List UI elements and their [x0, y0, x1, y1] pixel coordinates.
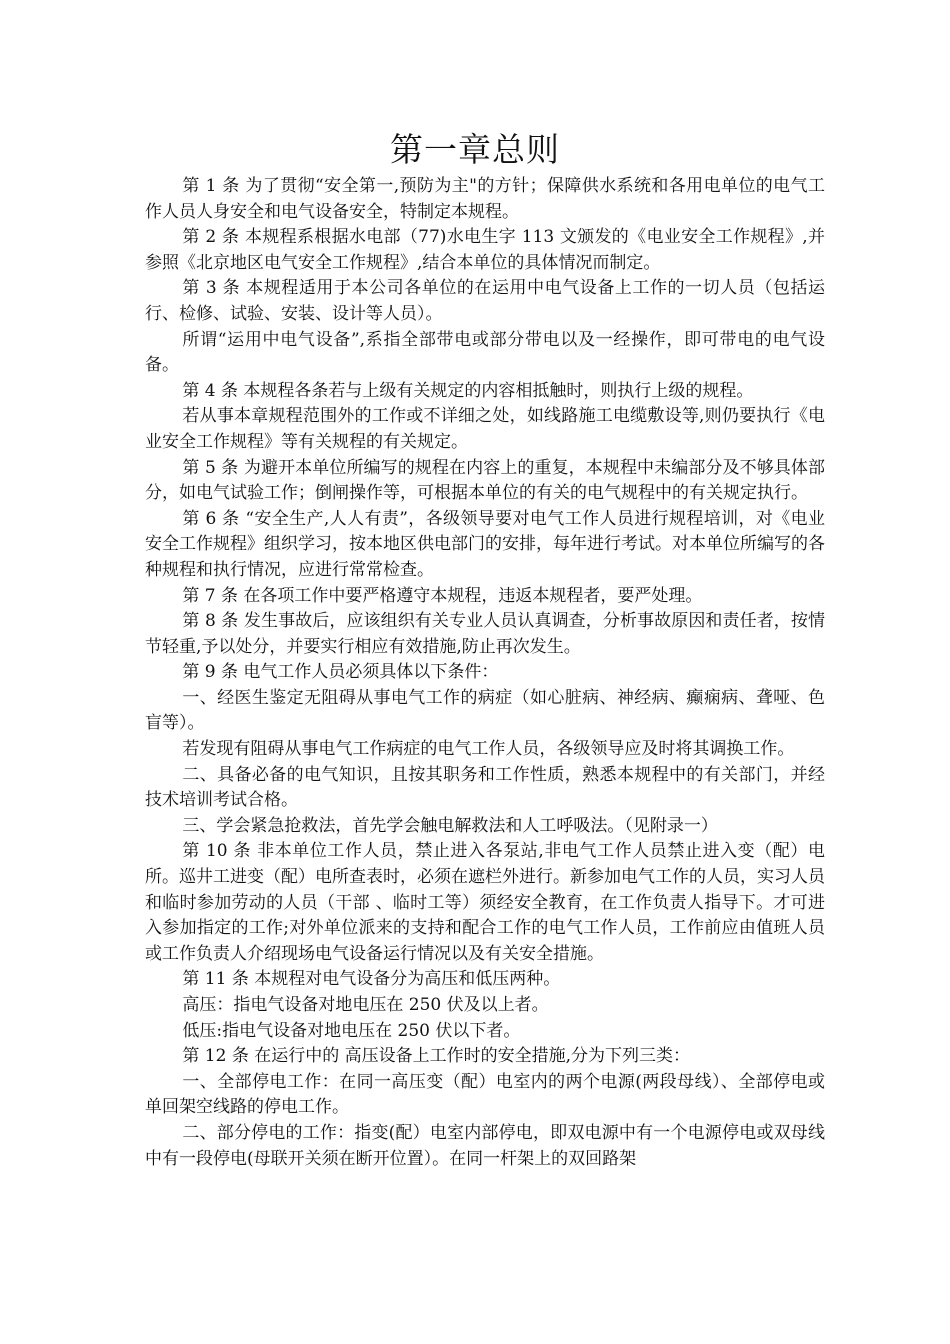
paragraph: 三、学会紧急抢救法，首先学会触电解救法和人工呼吸法。（见附录一）	[182, 815, 718, 836]
paragraph: 一、经医生鉴定无阻碍从事电气工作的病症（如心脏病、神经病、癫痫病、聋哑、色盲等）。	[145, 687, 825, 734]
paragraph: 第 1 条 为了贯彻“安全第一,预防为主"的方针；保障供水系统和各用电单位的电气工作人员人身安全和电气设备安全，特制定本规程。	[145, 176, 825, 222]
paragraph: 第 10 条 非本单位工作人员，禁止进入各泵站,非电气工作人员禁止进入变（配）电所。巡井工进变（配）电所查表时，必须在遮栏外进行。新参加电气工作的人员，实习人员和临时参加劳动的人员（干部 、临时工等）须经安全教育，在工作负责人指导下。才可进入参加指定的工作;对外单位派来的支持和配合工作的电气工作人员，工作前应由值班人员或工作负责人介绍现场电气设备运行情况以及有关安全措施。	[145, 841, 825, 964]
paragraph: 第 2 条 本规程系根据水电部（77)水电生字 113 文颁发的《电业安全工作规程》,并参照《北京地区电气安全工作规程》,结合本单位的具体情况而制定。	[145, 227, 825, 273]
document-body	[145, 174, 825, 1172]
paragraph: 二、具备必备的电气知识，且按其职务和工作性质，熟悉本规程中的有关部门，并经技术培训考试合格。	[145, 764, 825, 811]
paragraph: 高压：指电气设备对地电压在 250 伏及以上者。	[182, 995, 549, 1015]
paragraph: 第 3 条 本规程适用于本公司各单位的在运用中电气设备上工作的一切人员（包括运行、检修、试验、安装、设计等人员）。	[145, 278, 825, 324]
paragraph: 若从事本章规程范围外的工作或不详细之处，如线路施工电缆敷设等,则仍要执行《电业安全工作规程》等有关规程的有关规定。	[145, 406, 825, 452]
paragraph: 若发现有阻碍从事电气工作病症的电气工作人员，各级领导应及时将其调换工作。	[182, 739, 795, 760]
paragraph: 一、全部停电工作：在同一高压变（配）电室内的两个电源(两段母线）、全部停电或单回架空线路的停电工作。	[145, 1071, 825, 1118]
paragraph: 二、部分停电的工作：指变(配）电室内部停电，即双电源中有一个电源停电或双母线中有一段停电(母联开关须在断开位置）。在同一杆架上的双回路架	[145, 1122, 825, 1169]
paragraph: 第 5 条 为避开本单位所编写的规程在内容上的重复，本规程中未编部分及不够具体部分，如电气试验工作；倒闸操作等，可根据本单位的有关的电气规程中的有关规定执行。	[145, 457, 825, 504]
paragraph: 第 9 条 电气工作人员必须具体以下条件：	[182, 662, 499, 683]
paragraph: 第 6 条 “安全生产,人人有责”，各级领导要对电气工作人员进行规程培训，对《电业安全工作规程》组织学习，按本地区供电部门的安排，每年进行考试。对本单位所编写的各种规程和执行情况，应进行常常检查。	[145, 508, 825, 580]
paragraph: 低压:指电气设备对地电压在 250 伏以下者。	[182, 1020, 521, 1041]
paragraph: 第 12 条 在运行中的 高压设备上工作时的安全措施,分为下列三类：	[182, 1046, 691, 1067]
paragraph: 第 7 条 在各项工作中要严格遵守本规程，违返本规程者，要严处理。	[182, 585, 703, 606]
chapter-title: 第一章总则	[390, 130, 560, 169]
paragraph: 第 4 条 本规程各条若与上级有关规定的内容相抵触时，则执行上级的规程。	[182, 380, 754, 401]
paragraph: 所谓“运用中电气设备”,系指全部带电或部分带电以及一经操作，即可带电的电气设备。	[145, 329, 825, 376]
paragraph: 第 11 条 本规程对电气设备分为高压和低压两种。	[182, 969, 561, 990]
paragraph: 第 8 条 发生事故后，应该组织有关专业人员认真调查，分析事故原因和责任者，按情节轻重,予以处分，并要实行相应有效措施,防止再次发生。	[145, 611, 825, 657]
